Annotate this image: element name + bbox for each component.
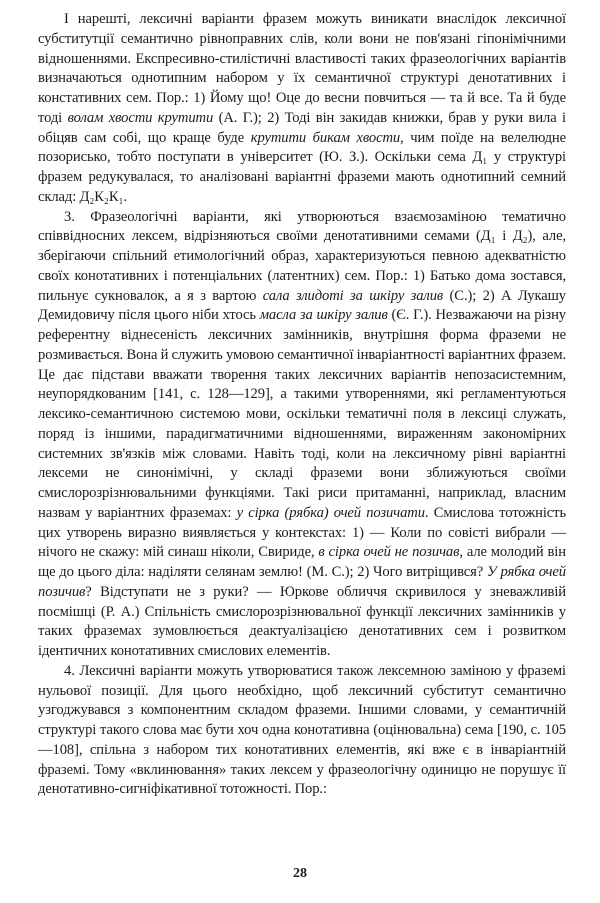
text-run: І нарешті, лексичні варіанти фразем можуть виникати внаслідок лексичної субститутції семантично рівноправних слів, коли вони не пов'язані гіпонімічними відношеннями. Експресивно-стилістичні властивості таких фразеологічних варіантів визначаються однотипним набором у їх семантичної структурі денотативних і констативних сем. Пор.: 1) Йому що! Оце до весни повчиться — та й все. Та й буде тоді [38,11,566,126]
text-run: (Є. Г.). Незважаючи на різну референтну віднесеність лексичних замінників, внутрішня форма фраземи не розмивається. Вона й служить умовою семантичної інваріантності варіантних фразем. Це дає підстави вважати творення таких лексичних варіантів непозасистемним, неупорядкованим [141, с. 128—129], а такими утвореннями, які регламентуються лексико-семантичною системою мови, оскільки тематичні поля в лексиці служать, поряд із іншими, парадигматичними відношеннями, вираженням закономірних системних зв'язків між словами. Навіть тоді, коли на лексичному рівні варіантні лексеми не синонімічні, у складі фраземи вони зближуються своїми смислорозрізнювальними функціями. Такі риси притаманні, наприклад, власним назвам у варіантних фраземах: [38,307,566,521]
text-run: 4. Лексичні варіанти можуть утворюватися також лексемною заміною у фраземі нульової позиції. Для цього необхідно, щоб лексичний субститут семантично узгоджувався з компонентним складом фраземи. Іншими словами, у семантичній структурі такого слова має бути хоч одна конотативна (оцінювальна) сема [190, с. 105—108], спільна з набором тих конотативних елементів, які вже є в інваріантній фраземі. Тому «вклинювання» таких лексем у фразеологічну одиницю не порушує її денотативно-сигніфікативної тотожності. Пор.: [38,662,566,798]
paragraph-zero-position [38,662,566,800]
page-number: 28 [293,866,307,881]
paragraph-thematic-variants [38,208,566,662]
italic-phrase: сала злидоті за шкіру залив [262,287,444,304]
text-run: ? Відступати не з руки? — Юркове обличчя скривилося у зневажливій посмішці (Р. А.) Спільність смислорозрізнювальної функції лексичних замінників у таких фраземах зумовлюється деактуалізацією денотативних сем і розвитком ідентичних конотативних смислових елементів. [38,583,566,659]
page-text [38,10,566,800]
italic-phrase: масла за шкіру залив [259,307,388,324]
text-run: , чим поїде на велелюдне позорисько, тобто поступати в університет (Ю. З.). Оскільки сема Д₁ у структурі фразем редукувалася, то аналізовані варіантні фраземи мають однотипний семний склад: Д₂К₂К₁. [38,129,567,205]
paragraph-lexical-substitution [38,10,566,208]
italic-phrase: у сірка (рябка) очей позичати [236,504,425,521]
italic-phrase: крутити бикам хвости [250,129,401,146]
text-run: 3. Фразеологічні варіанти, які утворюються взаємозаміною тематично співвідносних лексем, відрізняються своїми денотативними семами (Д₁ і Д₂), але, зберігаючи спільний етимологічний образ, характеризуються певною адекватністю своїх конотативних і потенціальних (латентних) сем. Пор.: 1) Батько дома зостався, пильнує сукновалок, а я з вартою [38,208,566,304]
text-run: (А. Г.); 2) Тоді він закидав книжки, брав у руки вила і обіцяв сам собі, що краще буде [38,109,566,146]
text-run: . Смислова тотожність цих утворень виразно виявляється у контекстах: 1) — Коли по совісті вибрали — нічого не скажу: мій синаш ніколи, Свириде, [38,504,566,561]
italic-phrase: волам хвости крутити [67,109,214,126]
text-run: (С.); 2) А Лукашу Демидовичу після цього ніби хтось [38,287,566,324]
text-run: , але молодий він ще до цього діла: наділяти селянам землю! (М. С.); 2) Чого витріщився? [38,544,566,580]
italic-phrase: в сірка очей не позичав [318,544,460,561]
italic-phrase: У рябка очей позичив [38,564,566,600]
